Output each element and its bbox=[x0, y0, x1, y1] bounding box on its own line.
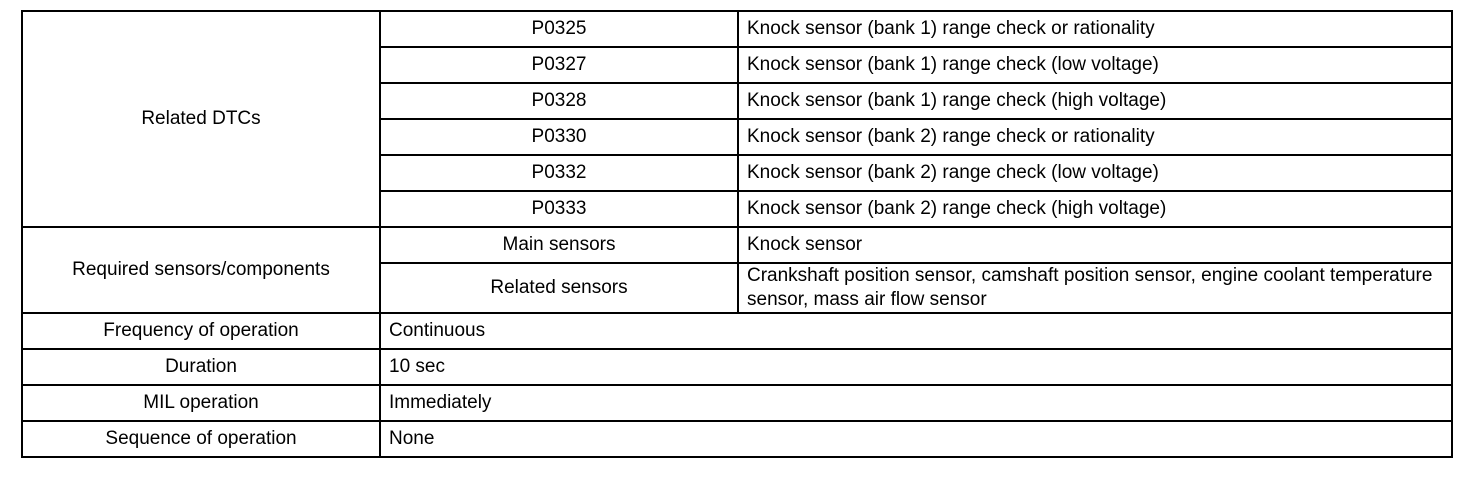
dtc-description: Knock sensor (bank 2) range check or rationality bbox=[738, 119, 1452, 155]
related-sensors-value: Crankshaft position sensor, camshaft position sensor, engine coolant temperature sensor, mass air flow sensor bbox=[738, 263, 1452, 313]
dtc-description: Knock sensor (bank 1) range check (high voltage) bbox=[738, 83, 1452, 119]
dtc-code: P0328 bbox=[380, 83, 738, 119]
table-row bbox=[22, 313, 1452, 349]
sequence-value: None bbox=[380, 421, 1452, 457]
mil-operation-label: MIL operation bbox=[22, 385, 380, 421]
dtc-description: Knock sensor (bank 2) range check (low voltage) bbox=[738, 155, 1452, 191]
dtc-description: Knock sensor (bank 2) range check (high voltage) bbox=[738, 191, 1452, 227]
dtc-code: P0332 bbox=[380, 155, 738, 191]
related-sensors-label: Related sensors bbox=[380, 263, 738, 313]
dtc-code: P0327 bbox=[380, 47, 738, 83]
table-row bbox=[22, 349, 1452, 385]
dtc-code: P0325 bbox=[380, 11, 738, 47]
dtc-description: Knock sensor (bank 1) range check or rationality bbox=[738, 11, 1452, 47]
table-row bbox=[22, 11, 1452, 47]
table-row bbox=[22, 421, 1452, 457]
required-sensors-label: Required sensors/components bbox=[22, 227, 380, 313]
dtc-spec-table bbox=[21, 10, 1453, 458]
dtc-code: P0330 bbox=[380, 119, 738, 155]
frequency-label: Frequency of operation bbox=[22, 313, 380, 349]
dtc-description: Knock sensor (bank 1) range check (low voltage) bbox=[738, 47, 1452, 83]
related-dtcs-label: Related DTCs bbox=[22, 11, 380, 227]
sequence-label: Sequence of operation bbox=[22, 421, 380, 457]
mil-operation-value: Immediately bbox=[380, 385, 1452, 421]
frequency-value: Continuous bbox=[380, 313, 1452, 349]
main-sensors-label: Main sensors bbox=[380, 227, 738, 263]
dtc-code: P0333 bbox=[380, 191, 738, 227]
table-row bbox=[22, 227, 1452, 263]
table-row bbox=[22, 385, 1452, 421]
duration-label: Duration bbox=[22, 349, 380, 385]
duration-value: 10 sec bbox=[380, 349, 1452, 385]
main-sensors-value: Knock sensor bbox=[738, 227, 1452, 263]
